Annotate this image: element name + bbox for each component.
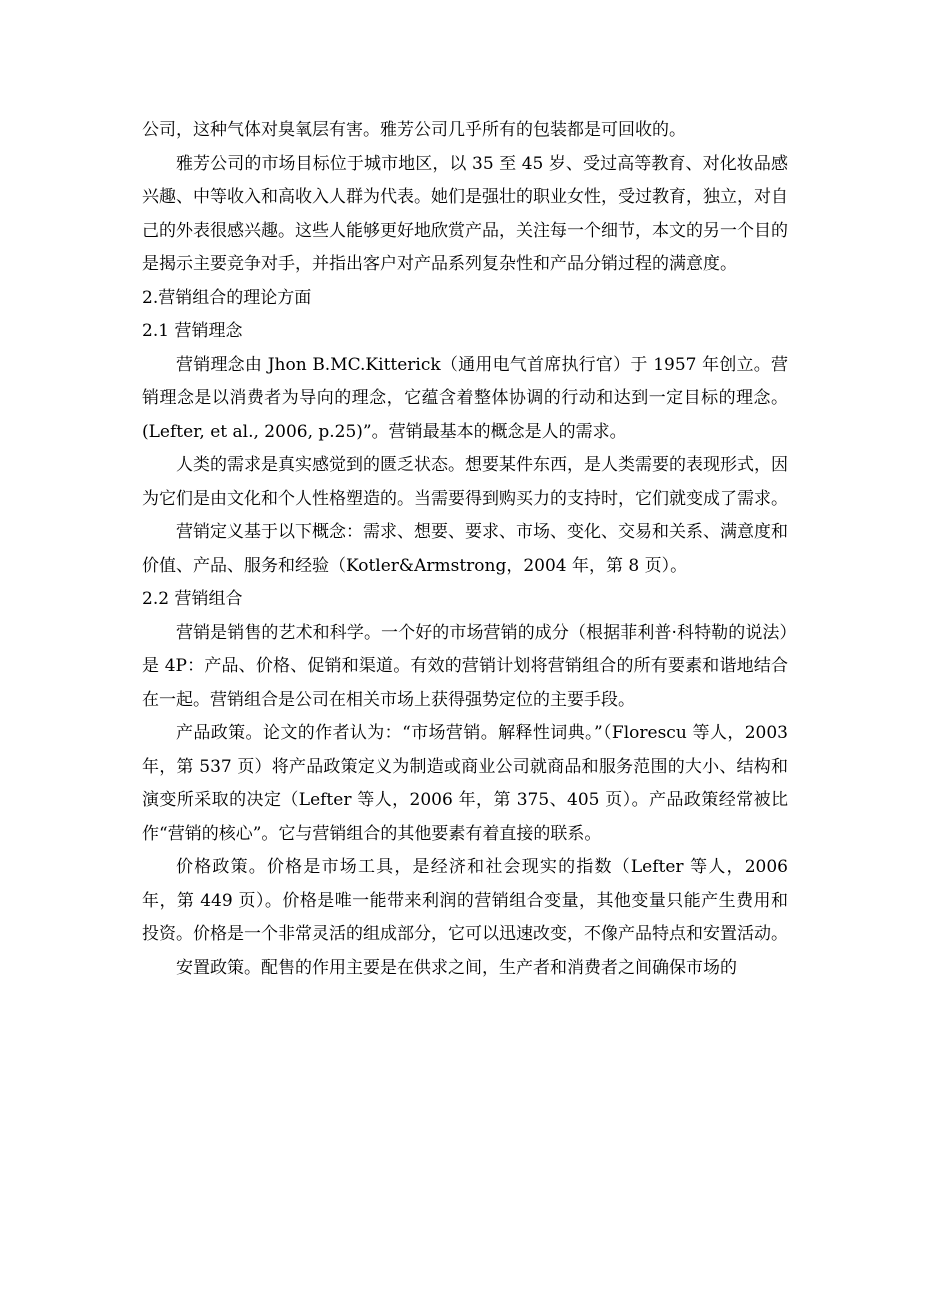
paragraph-price-policy: 价格政策。价格是市场工具，是经济和社会现实的指数（Lefter 等人，2006 年，第 449 页）。价格是唯一能带来利润的营销组合变量，其他变量只能产生费用和投资。价格是一个非常灵活的组成部分，它可以迅速改变，不像产品特点和安置活动。: [142, 857, 788, 944]
paragraph-placement-policy: 安置政策。配售的作用主要是在供求之间，生产者和消费者之间确保市场的: [176, 957, 737, 978]
paragraph-target-market: 雅芳公司的市场目标位于城市地区，以 35 至 45 岁、受过高等教育、对化妆品感兴趣、中等收入和高收入人群为代表。她们是强壮的职业女性，受过教育，独立，对自己的外表很感兴趣。这些人能够更好地欣赏产品，关注每一个细节，本文的另一个目的是揭示主要竞争对手，并指出客户对产品系列复杂性和产品分销过程的满意度。: [142, 153, 788, 274]
subsection-heading-marketing-concept: 2.1 营销理念: [142, 321, 243, 341]
paragraph-4p: 营销是销售的艺术和科学。一个好的市场营销的成分（根据菲利普·科特勒的说法）是 4P：产品、价格、促销和渠道。有效的营销计划将营销组合的所有要素和谐地结合在一起。营销组合是公司在相关市场上获得强势定位的主要手段。: [142, 622, 788, 710]
paragraph-marketing-definition: 营销定义基于以下概念：需求、想要、要求、市场、变化、交易和关系、满意度和价值、产品、服务和经验（Kotler&Armstrong，2004 年，第 8 页）。: [142, 522, 788, 576]
document-page: [142, 114, 788, 985]
subsection-heading-marketing-mix: 2.2 营销组合: [142, 589, 243, 609]
paragraph-product-policy: 产品政策。论文的作者认为：“市场营销。解释性词典。”（Florescu 等人，2003 年，第 537 页）将产品政策定义为制造或商业公司就商品和服务范围的大小、结构和演变所采取的决定（Lefter 等人，2006 年，第 375、405 页）。产品政策经常被比作“营销的核心”。它与营销组合的其他要素有着直接的联系。: [142, 723, 788, 844]
paragraph-packaging: 公司，这种气体对臭氧层有害。雅芳公司几乎所有的包装都是可回收的。: [142, 120, 686, 140]
section-heading-marketing-mix-theory: 2.营销组合的理论方面: [142, 287, 312, 308]
paragraph-marketing-concept: 营销理念由 Jhon B.MC.Kitterick（通用电气首席执行官）于 1957 年创立。营销理念是以消费者为导向的理念，它蕴含着整体协调的行动和达到一定目标的理念。(Lefter, et al., 2006, p.25)”。营销最基本的概念是人的需求。: [142, 354, 788, 442]
paragraph-human-needs: 人类的需求是真实感觉到的匮乏状态。想要某件东西，是人类需要的表现形式，因为它们是由文化和个人性格塑造的。当需要得到购买力的支持时，它们就变成了需求。: [142, 455, 788, 509]
